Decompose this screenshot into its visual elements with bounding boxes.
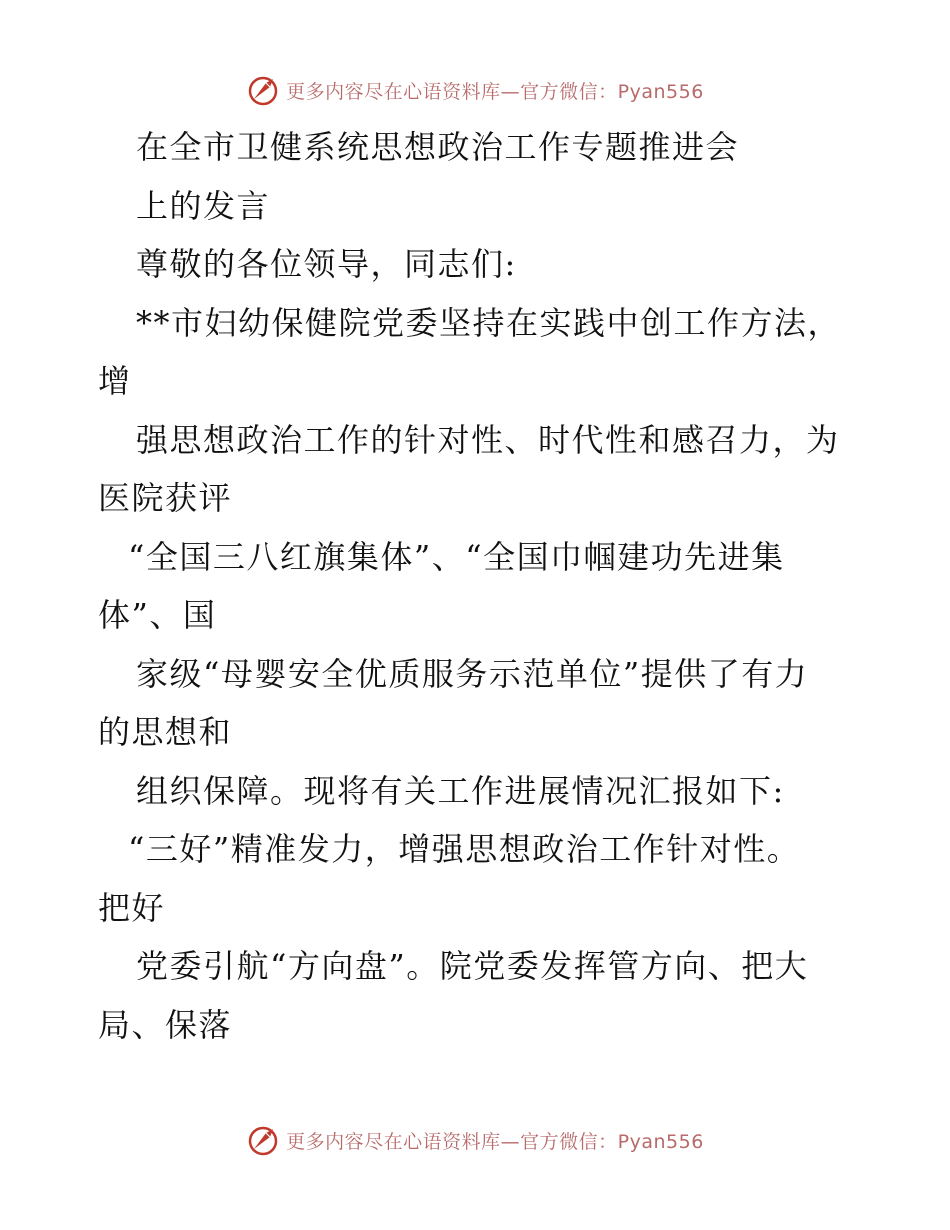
pen-nib-logo-icon [246, 73, 280, 107]
footer-watermark-banner [0, 1120, 950, 1160]
body-line: 家级“母婴安全优质服务示范单位”提供了有力 [136, 654, 809, 693]
title-line-2: 上的发言 [136, 186, 271, 225]
header-watermark-banner [0, 70, 950, 110]
body-line: 的思想和 [98, 713, 233, 751]
body-line: 把好 [98, 888, 166, 927]
header-watermark-text: 更多内容尽在心语资料库—官方微信：Pyan556 [286, 80, 704, 103]
document-body [98, 118, 858, 1054]
body-line: **市妇幼保健院党委坚持在实践中创工作方法， [136, 303, 842, 342]
body-line: 医院获评 [98, 479, 233, 517]
body-line: 强思想政治工作的针对性、时代性和感召力，为 [136, 420, 840, 459]
body-line: “全国三八红旗集体”、“全国巾帼建功先进集 [128, 537, 785, 576]
title-line-1: 在全市卫健系统思想政治工作专题推进会 [136, 128, 740, 166]
body-line: 局、保落 [98, 1005, 233, 1044]
body-line: 增 [98, 362, 132, 400]
footer-watermark-text: 更多内容尽在心语资料库—官方微信：Pyan556 [286, 1130, 704, 1153]
body-line: 体”、国 [98, 596, 217, 634]
salutation: 尊敬的各位领导，同志们: [136, 245, 517, 283]
body-line: 组织保障。现将有关工作进展情况汇报如下: [136, 771, 785, 810]
pen-nib-logo-icon [246, 1123, 280, 1157]
section-heading-line: “三好”精准发力，增强思想政治工作针对性。 [128, 830, 801, 868]
body-line: 党委引航“方向盘”。院党委发挥管方向、把大 [136, 947, 809, 985]
